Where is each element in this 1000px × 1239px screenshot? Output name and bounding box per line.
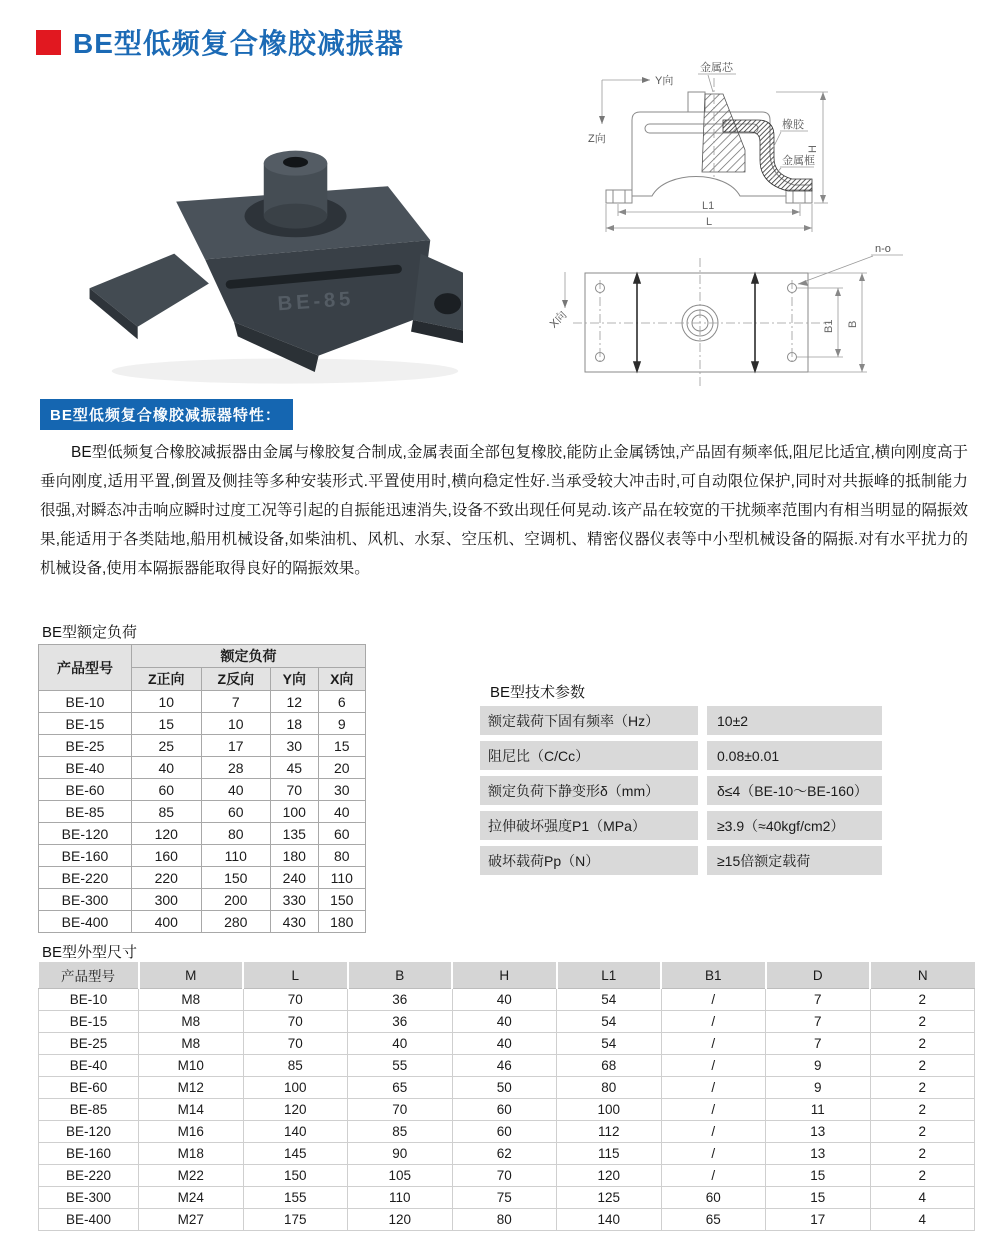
corner-holes (596, 280, 797, 365)
value-cell: 15 (766, 1165, 871, 1187)
column-header: B1 (661, 962, 766, 989)
value-cell: 80 (452, 1209, 557, 1231)
table-row (39, 867, 366, 889)
features-banner: BE型低频复合橡胶减振器特性： (40, 399, 293, 430)
value-cell: 7 (766, 1011, 871, 1033)
tech-param-row (480, 846, 882, 875)
tech-params-title: BE型技术参数 (490, 684, 586, 701)
model-cell: BE-15 (39, 1011, 139, 1033)
molded-model-label: BE-85 (277, 288, 355, 316)
model-cell: BE-10 (39, 691, 132, 713)
value-cell: 110 (201, 845, 271, 867)
value-cell: 200 (201, 889, 271, 911)
value-cell: 90 (348, 1143, 453, 1165)
model-cell: BE-300 (39, 1187, 139, 1209)
value-cell: 125 (557, 1187, 662, 1209)
rated-load-tbody (39, 691, 366, 933)
value-cell: / (661, 1165, 766, 1187)
model-cell: BE-60 (39, 1077, 139, 1099)
section-drawing (560, 58, 985, 238)
holes-note (798, 243, 903, 286)
value-cell: 11 (766, 1099, 871, 1121)
value-cell: / (661, 1121, 766, 1143)
value-cell: 115 (557, 1143, 662, 1165)
param-label: 破坏载荷Pp（N） (480, 846, 698, 875)
value-cell: 70 (348, 1099, 453, 1121)
column-header: N (870, 962, 975, 989)
metal-frame-label: 金属框 (782, 155, 815, 167)
model-cell: BE-120 (39, 823, 132, 845)
value-cell: 15 (766, 1187, 871, 1209)
value-cell: 15 (318, 735, 365, 757)
value-cell: 120 (243, 1099, 348, 1121)
value-cell: 75 (452, 1187, 557, 1209)
group-header: 额定负荷 (132, 645, 366, 668)
plan-drawing (545, 238, 985, 400)
value-cell: M12 (139, 1077, 244, 1099)
value-cell: / (661, 1055, 766, 1077)
b1-dim-label: B1 (823, 319, 835, 333)
value-cell: 2 (870, 1033, 975, 1055)
param-label: 拉伸破坏强度P1（MPa） (480, 811, 698, 840)
value-cell: 15 (132, 713, 202, 735)
n-o-label: n-o (875, 243, 891, 255)
value-cell: 10 (132, 691, 202, 713)
red-square-bullet-icon (36, 30, 61, 55)
base-plate (585, 273, 808, 372)
model-cell: BE-220 (39, 1165, 139, 1187)
value-cell: 54 (557, 1033, 662, 1055)
value-cell: M14 (139, 1099, 244, 1121)
value-cell: 280 (201, 911, 271, 933)
metal-core-label: 金属芯 (700, 62, 733, 74)
value-cell: 60 (318, 823, 365, 845)
value-cell: 60 (452, 1099, 557, 1121)
tech-params-rows (480, 706, 882, 881)
value-cell: 54 (557, 989, 662, 1011)
value-cell: M24 (139, 1187, 244, 1209)
column-header: 产品型号 (39, 962, 139, 989)
table-row (39, 713, 366, 735)
model-cell: BE-85 (39, 801, 132, 823)
value-cell: M22 (139, 1165, 244, 1187)
page-title: BE型低频复合橡胶减振器 (73, 28, 404, 59)
value-cell: 155 (243, 1187, 348, 1209)
table-row (39, 1121, 975, 1143)
model-cell: BE-160 (39, 1143, 139, 1165)
value-cell: 140 (557, 1209, 662, 1231)
value-cell: / (661, 1099, 766, 1121)
column-header: Z反向 (201, 668, 271, 691)
table-row (39, 691, 366, 713)
value-cell: 300 (132, 889, 202, 911)
value-cell: 65 (661, 1209, 766, 1231)
param-value: ≥3.9（≈40kgf/cm2） (707, 811, 882, 840)
value-cell: 45 (271, 757, 318, 779)
value-cell: 70 (243, 989, 348, 1011)
column-header: Z正向 (132, 668, 202, 691)
h-dim-label: H (807, 145, 819, 153)
value-cell: 180 (318, 911, 365, 933)
value-cell: 430 (271, 911, 318, 933)
value-cell: 60 (132, 779, 202, 801)
tech-param-row (480, 811, 882, 840)
column-header: D (766, 962, 871, 989)
b-dim-label: B (847, 320, 859, 328)
value-cell: 140 (243, 1121, 348, 1143)
value-cell: 40 (452, 1011, 557, 1033)
dim-b1 (797, 288, 843, 357)
x-axis-arrow (546, 272, 569, 331)
value-cell: / (661, 1143, 766, 1165)
value-cell: 36 (348, 989, 453, 1011)
value-cell: 9 (766, 1055, 871, 1077)
value-cell: 110 (318, 867, 365, 889)
value-cell: 135 (271, 823, 318, 845)
model-cell: BE-300 (39, 889, 132, 911)
param-label: 额定负荷下静变形δ（mm） (480, 776, 698, 805)
product-description: BE型低频复合橡胶减振器由金属与橡胶复合制成,金属表面全部包复橡胶,能防止金属锈蚀,产品固有频率低,阻尼比适宜,横向刚度高于垂向刚度,适用平置,倒置及侧挂等多种安装形式.平置使用时,横向稳定性好.当承受较大冲击时,可自动限位保护,同时对共振峰的抵制能力很强,对瞬态冲击响应瞬时过度工况等引起的自振能迅速消失,设备不致出现任何晃动.该产品在较宽的干扰频率范围内有相当明显的隔振效果,能适用于各类陆地,船用机械设备,如柴油机、风机、水泵、空压机、空调机、精密仪器仪表等中小型机械设备的隔振.对有水平扰力的机械设备,使用本隔振器能取得良好的隔振效果。 (40, 444, 968, 577)
value-cell: 7 (201, 691, 271, 713)
table-row (39, 757, 366, 779)
table-row (39, 1055, 975, 1077)
value-cell: 12 (271, 691, 318, 713)
rated-load-table (38, 644, 366, 933)
column-header: M (139, 962, 244, 989)
value-cell: 112 (557, 1121, 662, 1143)
value-cell: 70 (452, 1165, 557, 1187)
value-cell: 36 (348, 1011, 453, 1033)
axis-arrows (588, 73, 673, 145)
l-dim-label: L (706, 216, 713, 228)
value-cell: 18 (271, 713, 318, 735)
model-cell: BE-25 (39, 735, 132, 757)
table-row (39, 1033, 975, 1055)
table-row (39, 989, 975, 1011)
value-cell: 160 (132, 845, 202, 867)
tech-param-row (480, 741, 882, 770)
value-cell: 13 (766, 1143, 871, 1165)
value-cell: 40 (201, 779, 271, 801)
value-cell: 80 (318, 845, 365, 867)
value-cell: 80 (201, 823, 271, 845)
value-cell: 7 (766, 1033, 871, 1055)
table-row (39, 1143, 975, 1165)
dimensions-table (38, 962, 975, 1231)
value-cell: 70 (243, 1033, 348, 1055)
value-cell: 180 (271, 845, 318, 867)
value-cell: 60 (201, 801, 271, 823)
model-cell: BE-25 (39, 1033, 139, 1055)
model-cell: BE-400 (39, 1209, 139, 1231)
value-cell: / (661, 1011, 766, 1033)
param-value: δ≤4（BE-10～BE-160） (707, 776, 882, 805)
value-cell: 50 (452, 1077, 557, 1099)
value-cell: M8 (139, 1033, 244, 1055)
table-row (39, 779, 366, 801)
value-cell: 150 (318, 889, 365, 911)
value-cell: 2 (870, 1077, 975, 1099)
value-cell: 60 (661, 1187, 766, 1209)
value-cell: 85 (348, 1121, 453, 1143)
value-cell: 4 (870, 1187, 975, 1209)
value-cell: 70 (243, 1011, 348, 1033)
table-row (39, 735, 366, 757)
value-cell: 40 (348, 1033, 453, 1055)
value-cell: 4 (870, 1209, 975, 1231)
value-cell: 7 (766, 989, 871, 1011)
value-cell: 2 (870, 1011, 975, 1033)
value-cell: 110 (348, 1187, 453, 1209)
value-cell: 330 (271, 889, 318, 911)
value-cell: M18 (139, 1143, 244, 1165)
model-cell: BE-10 (39, 989, 139, 1011)
value-cell: 120 (348, 1209, 453, 1231)
table-row (39, 911, 366, 933)
y-direction-label: Y向 (655, 75, 674, 87)
value-cell: 145 (243, 1143, 348, 1165)
value-cell: / (661, 989, 766, 1011)
model-cell: BE-40 (39, 757, 132, 779)
table-row (39, 801, 366, 823)
value-cell: 220 (132, 867, 202, 889)
value-cell: 100 (243, 1077, 348, 1099)
rubber-label: 橡胶 (782, 119, 804, 131)
column-header: H (452, 962, 557, 989)
model-cell: BE-40 (39, 1055, 139, 1077)
value-cell: M8 (139, 989, 244, 1011)
dim-l1-l (606, 200, 812, 232)
dim-tbody (39, 989, 975, 1231)
value-cell: 68 (557, 1055, 662, 1077)
table-row (39, 1077, 975, 1099)
x-direction-label: X向 (547, 309, 570, 331)
value-cell: 28 (201, 757, 271, 779)
metal-core-section (702, 94, 745, 172)
table-header-row (39, 645, 366, 668)
value-cell: 20 (318, 757, 365, 779)
table-row (39, 1011, 975, 1033)
value-cell: 2 (870, 1055, 975, 1077)
column-header: Y向 (271, 668, 318, 691)
value-cell: 120 (557, 1165, 662, 1187)
dimensions-title: BE型外型尺寸 (42, 944, 138, 961)
model-column-header: 产品型号 (39, 645, 132, 691)
model-cell: BE-85 (39, 1099, 139, 1121)
value-cell: 25 (132, 735, 202, 757)
value-cell: 62 (452, 1143, 557, 1165)
column-header: B (348, 962, 453, 989)
l1-dim-label: L1 (702, 200, 715, 212)
value-cell: 54 (557, 1011, 662, 1033)
value-cell: 40 (318, 801, 365, 823)
value-cell: / (661, 1033, 766, 1055)
value-cell: 85 (132, 801, 202, 823)
z-direction-label: Z向 (588, 133, 606, 145)
value-cell: 17 (766, 1209, 871, 1231)
model-cell: BE-60 (39, 779, 132, 801)
value-cell: 2 (870, 989, 975, 1011)
product-photo (78, 88, 463, 400)
value-cell: 30 (318, 779, 365, 801)
rated-load-title: BE型额定负荷 (42, 624, 138, 641)
value-cell: 10 (201, 713, 271, 735)
column-header: X向 (318, 668, 365, 691)
model-cell: BE-15 (39, 713, 132, 735)
model-cell: BE-160 (39, 845, 132, 867)
value-cell: 400 (132, 911, 202, 933)
table-row (39, 845, 366, 867)
value-cell: 46 (452, 1055, 557, 1077)
tech-param-row (480, 776, 882, 805)
table-row (39, 889, 366, 911)
value-cell: 40 (132, 757, 202, 779)
param-label: 额定载荷下固有频率（Hz） (480, 706, 698, 735)
tech-param-row (480, 706, 882, 735)
value-cell: 105 (348, 1165, 453, 1187)
model-cell: BE-120 (39, 1121, 139, 1143)
value-cell: 9 (766, 1077, 871, 1099)
value-cell: 9 (318, 713, 365, 735)
table-row (39, 1165, 975, 1187)
value-cell: / (661, 1077, 766, 1099)
value-cell: 13 (766, 1121, 871, 1143)
column-header: L (243, 962, 348, 989)
value-cell: 70 (271, 779, 318, 801)
value-cell: 2 (870, 1143, 975, 1165)
param-label: 阻尼比（C/Cc） (480, 741, 698, 770)
value-cell: 85 (243, 1055, 348, 1077)
value-cell: M8 (139, 1011, 244, 1033)
value-cell: 100 (271, 801, 318, 823)
value-cell: 150 (243, 1165, 348, 1187)
param-value: 10±2 (707, 706, 882, 735)
value-cell: 2 (870, 1121, 975, 1143)
value-cell: 17 (201, 735, 271, 757)
model-cell: BE-220 (39, 867, 132, 889)
value-cell: 240 (271, 867, 318, 889)
column-header: L1 (557, 962, 662, 989)
width-arrows (634, 274, 758, 371)
value-cell: 30 (271, 735, 318, 757)
value-cell: 100 (557, 1099, 662, 1121)
value-cell: 40 (452, 989, 557, 1011)
table-row (39, 1099, 975, 1121)
value-cell: 55 (348, 1055, 453, 1077)
value-cell: 80 (557, 1077, 662, 1099)
dim-table-header-row (39, 962, 975, 989)
value-cell: M10 (139, 1055, 244, 1077)
page-header (36, 22, 404, 62)
table-row (39, 1209, 975, 1231)
table-row (39, 823, 366, 845)
value-cell: 2 (870, 1165, 975, 1187)
value-cell: 60 (452, 1121, 557, 1143)
value-cell: 2 (870, 1099, 975, 1121)
value-cell: 65 (348, 1077, 453, 1099)
value-cell: 175 (243, 1209, 348, 1231)
param-value: ≥15倍额定载荷 (707, 846, 882, 875)
value-cell: 40 (452, 1033, 557, 1055)
param-value: 0.08±0.01 (707, 741, 882, 770)
value-cell: M16 (139, 1121, 244, 1143)
value-cell: 120 (132, 823, 202, 845)
value-cell: 150 (201, 867, 271, 889)
value-cell: 6 (318, 691, 365, 713)
value-cell: M27 (139, 1209, 244, 1231)
model-cell: BE-400 (39, 911, 132, 933)
table-row (39, 1187, 975, 1209)
